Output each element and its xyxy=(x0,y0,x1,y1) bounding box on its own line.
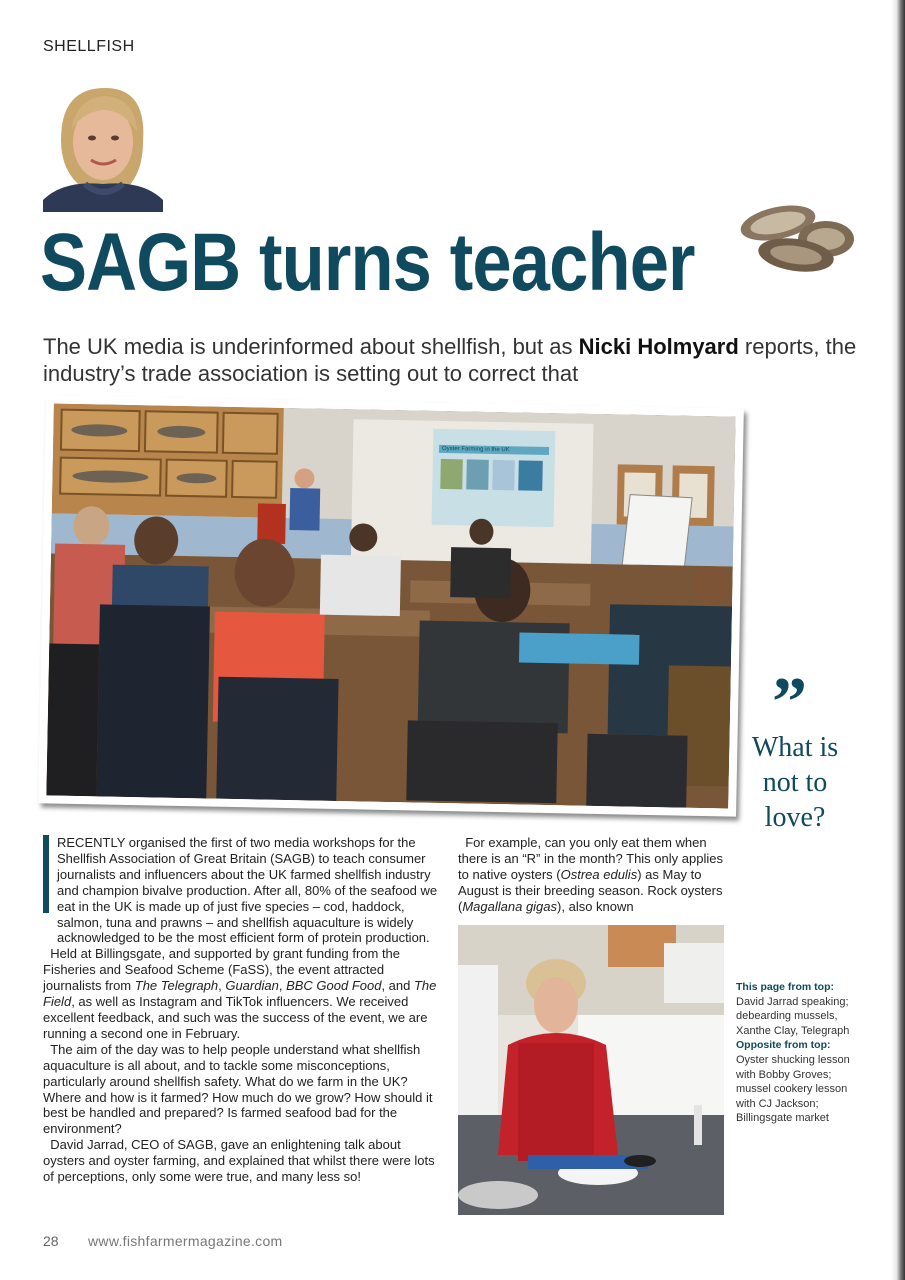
standfirst-text-end: reports, the industry’s trade association is setting out to correct that xyxy=(43,334,857,386)
paragraph xyxy=(43,1137,441,1185)
text-run: ) as May to August is their breeding season. Rock oysters ( xyxy=(458,866,723,914)
photo-caption xyxy=(736,980,861,1126)
standfirst xyxy=(43,333,863,387)
text-run: The aim of the day was to help people understand what shellfish aquaculture is all about, and to tackle some misconceptions, particularly around shellfish safety. What do we farm in the UK? Where and how is it farmed? How much do we grow? How should it best be handled and prepared? Is farmed seafood bad for the environment? xyxy=(43,1041,433,1137)
body-column-1 xyxy=(43,835,441,1185)
caption-text: David Jarrad speaking; debearding mussels, Xanthe Clay, Telegraph xyxy=(736,995,850,1037)
workshop-photo xyxy=(46,403,735,808)
text-run: For example, can you only eat them when there is an “R” in the month? This only applies to native oysters ( xyxy=(458,835,723,882)
pub-name: The Field xyxy=(43,978,437,1010)
author-portrait xyxy=(43,80,163,212)
mussel-photo xyxy=(458,925,724,1215)
pub-name: Guardian xyxy=(225,978,279,994)
slide-title: Oyster Farming in the UK xyxy=(441,445,510,454)
headline: SAGB turns teacher xyxy=(40,217,695,308)
latin-name: Magallana gigas xyxy=(462,898,558,914)
text-run: ), also known xyxy=(557,898,634,914)
text-run: Held at Billingsgate, and supported by grant funding from the Fisheries and Seafood Scheme (FaSS), the event attracted journalists from xyxy=(43,946,401,994)
body-column-2 xyxy=(458,835,726,915)
pub-name: BBC Good Food xyxy=(286,978,382,994)
caption-label: Opposite from top: xyxy=(736,1039,831,1052)
text-run: David Jarrad, CEO of SAGB, gave an enlightening talk about oysters and oyster farming, and explained that whilst there were lots of perceptions, only some were true, and many less so! xyxy=(43,1137,435,1185)
caption-text: Oyster shucking lesson with Bobby Groves; mussel cookery lesson with CJ Jackson; Billingsgate market xyxy=(736,1053,850,1125)
pull-quote: What is not to love? xyxy=(751,732,839,833)
page-edge xyxy=(891,0,905,1280)
quote-mark: ” xyxy=(772,664,807,741)
text-run: , as well as Instagram and TikTok influencers. We received excellent feedback, and such was the success of the event, we are running a second one in February. xyxy=(43,994,428,1041)
paragraph xyxy=(43,1042,441,1137)
caption-label: This page from top: xyxy=(736,981,834,993)
paragraph: Held at Billingsgate, and supported by grant funding from the Fisheries and Seafood Scheme (FaSS), the event attracted journalists from The Telegraph, Guardian, BBC Good Food, and The Field, as well as Instagram and TikTok influencers. We received excellent feedback, and such was the success of the event, we are running a second one in February. xyxy=(43,946,437,1041)
workshop-photo-frame xyxy=(38,395,744,816)
oysters-image xyxy=(738,195,858,277)
latin-name: Ostrea edulis xyxy=(560,866,638,882)
footer-url[interactable]: www.fishfarmermagazine.com xyxy=(88,1233,283,1249)
author-name: Nicki Holmyard xyxy=(578,334,739,359)
pub-name: The Telegraph xyxy=(134,978,219,994)
section-label: SHELLFISH xyxy=(43,38,135,55)
page-number: 28 xyxy=(43,1233,59,1249)
standfirst-text: The UK media is underinformed about shellfish, but as xyxy=(43,334,579,359)
paragraph: RECENTLY organised the first of two media workshops for the Shellfish Association of Great Britain (SAGB) to teach consumer journalists and influencers about the UK farmed shellfish industry and champion bivalve production. After all, 80% of the seafood we eat in the UK is made up of just five species – cod, haddock, salmon, tuna and prawns – and shellfish aquaculture is widely acknowledged to be the most efficient form of protein production. xyxy=(57,835,438,946)
